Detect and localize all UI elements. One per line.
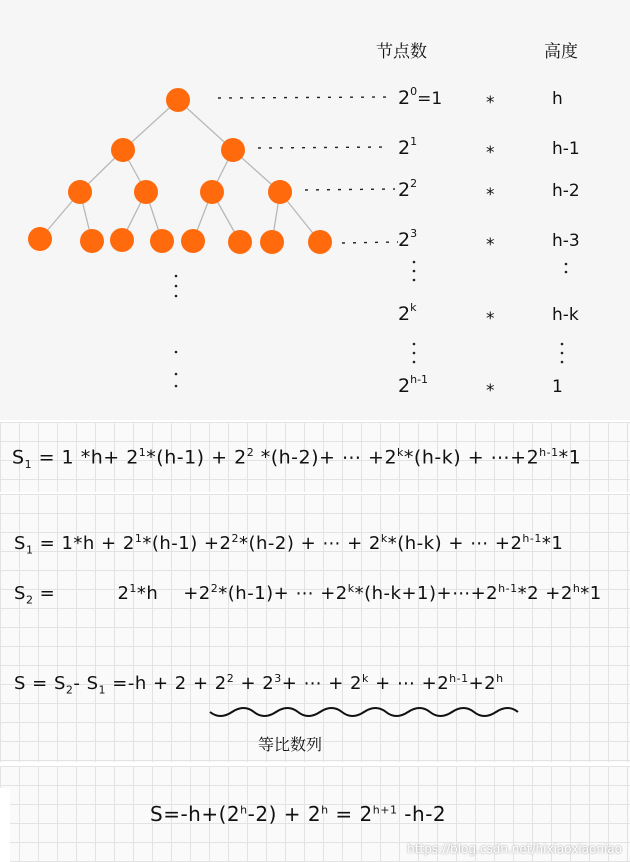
exponent: k (347, 582, 355, 595)
tree-node (28, 227, 52, 251)
exponent: 1 (129, 582, 137, 595)
height-value-3: h-3 (552, 231, 580, 251)
tree-node (110, 228, 134, 252)
exponent: h (496, 672, 504, 685)
term: + ⋯ + 2 (281, 673, 362, 694)
node-count-4: 2$^k$ (398, 301, 417, 325)
watermark: https://blog.csdn.net/hixiaoxiaoniao (407, 842, 622, 856)
multiply-star-5: * (486, 381, 495, 401)
exponent: h-1 (498, 582, 518, 595)
exponent: h (240, 803, 248, 817)
height-value-4: h-k (552, 305, 579, 325)
term: *(h-k) + ⋯ +2 (387, 533, 523, 554)
exponent: 2 (246, 446, 255, 459)
equation-panel-2 (0, 494, 630, 762)
tree-node (308, 230, 332, 254)
term: + 2 (234, 673, 275, 694)
tree-diagram (0, 0, 630, 420)
term: + ⋯ +2 (368, 673, 450, 694)
term: = 2 (33, 583, 130, 604)
multiply-star-2: * (486, 185, 495, 205)
height-column-header: 高度 (544, 42, 578, 62)
term: *h +2 (136, 583, 211, 604)
term: *(h-2)+ ⋯ +2 (254, 446, 398, 469)
exponent: 2 (231, 532, 239, 545)
s1-equation-a (12, 446, 581, 471)
geometric-series-label: 等比数列 (258, 735, 323, 754)
exponent: k (361, 672, 369, 685)
exponent: h-1 (522, 532, 542, 545)
multiply-star-0: * (486, 93, 495, 113)
tree-edges (40, 100, 320, 242)
tree-node (200, 180, 224, 204)
tree-node (260, 230, 284, 254)
height-value-0: h (552, 89, 563, 109)
term: -h-2 (397, 802, 447, 826)
term: S = S (14, 673, 66, 694)
term: +2 (468, 673, 497, 694)
term: *(h-k) + ⋯+2 (403, 446, 540, 469)
term: *(h-2) + ⋯ + 2 (238, 533, 381, 554)
tree-ellipsis (175, 261, 568, 388)
tree-node (134, 180, 158, 204)
node-count-5: 2$^{h-1}$ (398, 373, 429, 397)
exponent: 1 (138, 446, 147, 459)
tree-node (150, 229, 174, 253)
term: = 2 (328, 802, 373, 826)
s-symbol: S (12, 446, 25, 469)
term: *2 +2 (517, 583, 573, 604)
exponent: 1 (134, 532, 143, 545)
exponent: k (397, 446, 404, 459)
tree-nodes (28, 88, 332, 254)
exponent: h-1 (539, 446, 559, 459)
equation-panel-1 (0, 422, 630, 492)
multiply-star-4: * (486, 309, 495, 329)
tree-panel (0, 0, 630, 420)
height-value-2: h-2 (552, 181, 580, 201)
multiply-star-3: * (486, 235, 495, 255)
tree-node (228, 230, 252, 254)
height-value-1: h-1 (552, 139, 580, 159)
term: = 1*h + 2 (33, 533, 135, 554)
tree-node (80, 229, 104, 253)
term: *(h-1) +2 (142, 533, 232, 554)
exponent: 3 (274, 672, 282, 685)
term: S=-h+(2 (150, 802, 241, 826)
tree-node (221, 138, 245, 162)
multiply-star-1: * (486, 143, 495, 163)
final-equation (150, 802, 446, 826)
tree-node (181, 229, 205, 253)
s-symbol: S (14, 533, 26, 554)
term: *1 (541, 533, 564, 554)
s-subscript: 2 (25, 593, 34, 607)
term: =-h + 2 + 2 (106, 673, 227, 694)
term: *(h-1)+ ⋯ +2 (218, 583, 348, 604)
tree-node (111, 138, 135, 162)
equation-panel-3 (0, 766, 630, 862)
exponent: h (572, 582, 581, 595)
tree-node (268, 180, 292, 204)
height-value-5: 1 (552, 377, 563, 397)
dotted-leaders (218, 97, 398, 243)
subscript: 2 (65, 683, 74, 697)
tree-node (166, 88, 190, 112)
s-subscript: 1 (24, 458, 33, 472)
exponent: h-1 (449, 672, 469, 685)
tree-rows (398, 85, 580, 401)
node-count-2: $2^2$ (398, 177, 418, 201)
exponent: h (321, 803, 329, 817)
s-symbol: S (14, 583, 26, 604)
exponent: k (380, 532, 388, 545)
tree-node (68, 180, 92, 204)
nodes-column-header: 节点数 (376, 42, 427, 62)
exponent: 2 (226, 672, 235, 685)
geometric-brace (0, 494, 630, 762)
term: = 1 *h+ 2 (32, 446, 139, 469)
term: *(h-1) + 2 (146, 446, 247, 469)
node-count-3: $2^3$ (398, 227, 418, 251)
exponent: 2 (210, 582, 219, 595)
term: - S (73, 673, 99, 694)
s-subscript: 1 (25, 543, 34, 557)
term: *(h-k+1)+⋯+2 (354, 583, 499, 604)
node-count-0: $2^0=1$ (398, 85, 443, 109)
panel-corner (0, 788, 10, 862)
node-count-1: $2^1$ (398, 135, 418, 159)
term: *1 (558, 446, 582, 469)
term: *1 (580, 583, 602, 604)
exponent: h+1 (372, 803, 398, 817)
term: -2) + 2 (247, 802, 322, 826)
subscript: 1 (98, 683, 107, 697)
